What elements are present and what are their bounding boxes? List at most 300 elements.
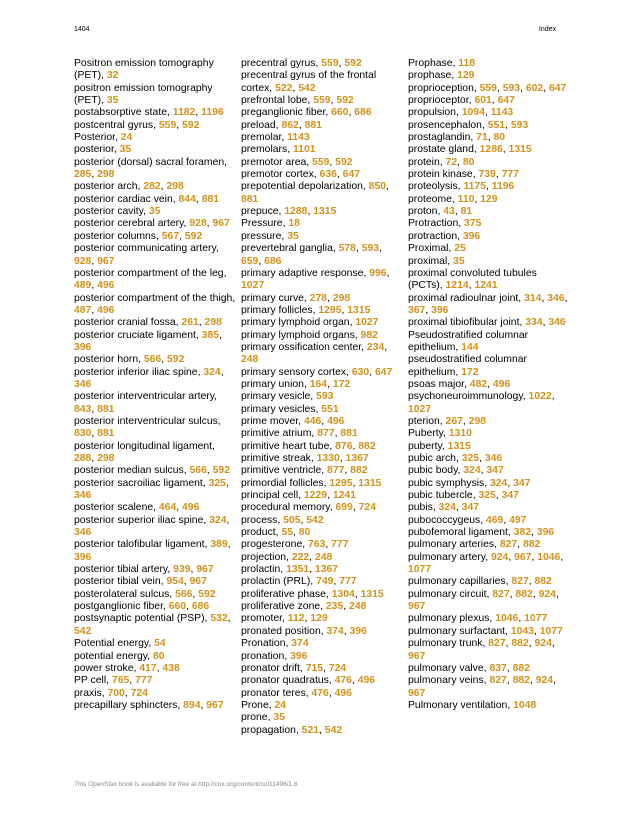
page-link[interactable]: 334 bbox=[525, 317, 543, 329]
page-link[interactable]: 375 bbox=[464, 218, 482, 230]
page-link[interactable]: 967 bbox=[212, 218, 230, 230]
page-link[interactable]: 967 bbox=[189, 576, 207, 588]
page-link[interactable]: 496 bbox=[97, 280, 115, 292]
page-link[interactable]: 235 bbox=[325, 601, 344, 613]
page-link[interactable]: 496 bbox=[327, 415, 345, 427]
page-link[interactable]: 285 bbox=[74, 169, 92, 181]
page-separator: , bbox=[327, 490, 333, 502]
page-link[interactable]: 924 bbox=[490, 551, 509, 563]
page-link[interactable]: 939 bbox=[173, 564, 191, 576]
page-link[interactable]: 636 bbox=[319, 169, 337, 181]
page-link[interactable]: 660 bbox=[168, 601, 187, 613]
page-link[interactable]: 532 bbox=[210, 613, 228, 625]
page-link[interactable]: 1043 bbox=[510, 625, 534, 637]
page-link[interactable]: 80 bbox=[152, 650, 165, 662]
page-link[interactable]: 882 bbox=[534, 576, 552, 588]
page-link[interactable]: 35 bbox=[148, 206, 161, 218]
page-link[interactable]: 559 bbox=[158, 119, 177, 131]
page-link[interactable]: 346 bbox=[484, 453, 503, 464]
page-link[interactable]: 522 bbox=[275, 82, 293, 94]
page-link[interactable]: 1241 bbox=[332, 490, 356, 502]
page-link[interactable]: 382 bbox=[513, 527, 532, 539]
page-separator: , bbox=[541, 292, 548, 304]
page-link[interactable]: 567 bbox=[161, 230, 180, 242]
page-link[interactable]: 967 bbox=[97, 255, 115, 267]
page-link[interactable]: 367 bbox=[408, 304, 426, 316]
page-link[interactable]: 542 bbox=[324, 724, 343, 736]
index-entry bbox=[408, 626, 570, 638]
page-link[interactable]: 172 bbox=[332, 378, 351, 390]
page-link[interactable]: 881 bbox=[97, 428, 115, 440]
page-link[interactable]: 602 bbox=[525, 82, 544, 94]
index-entry bbox=[74, 107, 236, 119]
page-link[interactable]: 630 bbox=[351, 366, 370, 378]
page-link[interactable]: 882 bbox=[350, 465, 368, 477]
page-link[interactable]: 862 bbox=[281, 119, 299, 131]
page-link[interactable]: 827 bbox=[499, 539, 518, 551]
index-entry bbox=[74, 539, 236, 564]
page-link[interactable]: 55 bbox=[281, 527, 293, 539]
page-link[interactable]: 298 bbox=[332, 292, 351, 304]
page-link[interactable]: 1351 bbox=[286, 564, 310, 576]
page-link[interactable]: 592 bbox=[335, 156, 353, 168]
page-link[interactable]: 967 bbox=[196, 564, 214, 576]
page-link[interactable]: 496 bbox=[334, 687, 352, 699]
page-link[interactable]: 686 bbox=[354, 107, 372, 119]
page-link[interactable]: 396 bbox=[431, 304, 449, 316]
page-link[interactable]: 396 bbox=[74, 551, 92, 563]
page-link[interactable]: 71 bbox=[476, 132, 488, 144]
page-link[interactable]: 1046 bbox=[537, 551, 561, 563]
page-link[interactable]: 1295 bbox=[318, 304, 342, 316]
page-link[interactable]: 24 bbox=[274, 699, 287, 711]
page-link[interactable]: 1196 bbox=[491, 181, 515, 193]
page-link[interactable]: 844 bbox=[178, 193, 196, 205]
page-link[interactable]: 324 bbox=[209, 514, 227, 526]
page-link[interactable]: 505 bbox=[283, 514, 301, 526]
index-entry bbox=[408, 465, 570, 477]
page-link[interactable]: 1288 bbox=[284, 206, 308, 218]
page-link[interactable]: 347 bbox=[486, 465, 504, 477]
page-link[interactable]: 446 bbox=[303, 415, 322, 427]
page-link[interactable]: 1027 bbox=[241, 280, 265, 292]
page-separator: , bbox=[528, 576, 535, 588]
page-link[interactable]: 954 bbox=[166, 576, 184, 588]
page-link[interactable]: 324 bbox=[463, 465, 481, 477]
page-link[interactable]: 739 bbox=[478, 169, 496, 181]
page-link[interactable]: 1310 bbox=[448, 428, 472, 440]
index-entry bbox=[74, 231, 236, 243]
page-link[interactable]: 777 bbox=[331, 539, 349, 551]
page-link[interactable]: 72 bbox=[445, 156, 458, 168]
page-link[interactable]: 592 bbox=[167, 354, 185, 366]
page-link[interactable]: 396 bbox=[462, 230, 481, 242]
page-link[interactable]: 882 bbox=[511, 638, 529, 650]
index-entry bbox=[74, 144, 236, 156]
index-term: proliferative phase, bbox=[241, 588, 332, 600]
page-link[interactable]: 298 bbox=[166, 181, 184, 193]
page-link[interactable]: 777 bbox=[135, 675, 153, 687]
page-link[interactable]: 777 bbox=[339, 576, 357, 588]
page-link[interactable]: 566 bbox=[175, 588, 193, 600]
page-link[interactable]: 347 bbox=[461, 502, 480, 514]
page-link[interactable]: 724 bbox=[358, 502, 376, 514]
index-entry bbox=[408, 218, 570, 230]
page-link[interactable]: 298 bbox=[97, 453, 115, 464]
index-entry bbox=[408, 181, 570, 193]
page-link[interactable]: 81 bbox=[460, 206, 473, 218]
page-link[interactable]: 325 bbox=[461, 453, 480, 464]
page-link[interactable]: 1295 bbox=[329, 477, 353, 489]
index-term: preload, bbox=[241, 119, 282, 131]
page-link[interactable]: 592 bbox=[182, 119, 200, 131]
page-link[interactable]: 110 bbox=[457, 193, 475, 205]
page-link[interactable]: 1101 bbox=[292, 144, 316, 156]
page-link[interactable]: 882 bbox=[512, 675, 530, 687]
page-link[interactable]: 1315 bbox=[508, 144, 532, 156]
page-link[interactable]: 35 bbox=[273, 712, 285, 724]
page-link[interactable]: 129 bbox=[480, 193, 498, 205]
index-entry bbox=[408, 502, 570, 514]
page-link[interactable]: 129 bbox=[457, 70, 475, 82]
page-link[interactable]: 346 bbox=[74, 527, 92, 539]
page-link[interactable]: 592 bbox=[336, 95, 354, 107]
page-link[interactable]: 967 bbox=[408, 601, 426, 613]
page-link[interactable]: 1367 bbox=[345, 453, 369, 464]
page-link[interactable]: 559 bbox=[313, 95, 331, 107]
index-entry bbox=[408, 663, 570, 675]
page-link[interactable]: 1330 bbox=[316, 453, 340, 464]
page-link[interactable]: 881 bbox=[241, 193, 259, 205]
page-link[interactable]: 924 bbox=[535, 675, 554, 687]
page-link[interactable]: 715 bbox=[305, 662, 324, 674]
page-link[interactable]: 1077 bbox=[539, 625, 563, 637]
page-link[interactable]: 298 bbox=[468, 415, 487, 427]
page-link[interactable]: 438 bbox=[162, 662, 180, 674]
page-link[interactable]: 325 bbox=[478, 490, 496, 502]
page-link[interactable]: 324 bbox=[438, 502, 456, 514]
page-link[interactable]: 346 bbox=[548, 317, 566, 329]
page-link[interactable]: 248 bbox=[314, 551, 333, 563]
page-separator: , bbox=[555, 588, 559, 600]
page-link[interactable]: 837 bbox=[489, 662, 507, 674]
page-link[interactable]: 881 bbox=[201, 193, 219, 205]
page-link[interactable]: 686 bbox=[264, 255, 282, 267]
page-link[interactable]: 261 bbox=[181, 317, 199, 329]
page-link[interactable]: 700 bbox=[107, 687, 125, 699]
page-separator: , bbox=[309, 551, 315, 563]
page-link[interactable]: 593 bbox=[316, 391, 334, 403]
page-link[interactable]: 496 bbox=[492, 378, 511, 390]
index-entry bbox=[408, 231, 570, 243]
page-link[interactable]: 298 bbox=[97, 169, 115, 181]
page-link[interactable]: 1315 bbox=[313, 206, 337, 218]
page-link[interactable]: 1143 bbox=[287, 132, 310, 144]
page-link[interactable]: 843 bbox=[74, 403, 92, 415]
page-link[interactable]: 882 bbox=[512, 662, 530, 674]
page-link[interactable]: 967 bbox=[408, 687, 426, 699]
page-link[interactable]: 1367 bbox=[314, 564, 339, 576]
page-link[interactable]: 164 bbox=[309, 378, 328, 390]
page-link[interactable]: 542 bbox=[298, 82, 316, 94]
page-link[interactable]: 374 bbox=[291, 638, 309, 650]
page-link[interactable]: 222 bbox=[291, 551, 310, 563]
page-link[interactable]: 385 bbox=[201, 329, 219, 341]
index-entry bbox=[241, 663, 403, 675]
page-link[interactable]: 967 bbox=[206, 699, 224, 711]
page-link[interactable]: 374 bbox=[326, 625, 344, 637]
page-link[interactable]: 559 bbox=[321, 58, 339, 69]
page-link[interactable]: 521 bbox=[301, 724, 320, 736]
page-link[interactable]: 347 bbox=[501, 490, 519, 502]
page-link[interactable]: 248 bbox=[349, 601, 367, 613]
page-link[interactable]: 1175 bbox=[463, 181, 486, 193]
page-link[interactable]: 324 bbox=[490, 477, 508, 489]
page-link[interactable]: 894 bbox=[183, 699, 201, 711]
page-link[interactable]: 18 bbox=[288, 218, 300, 230]
page-link[interactable]: 482 bbox=[469, 378, 488, 390]
page-link[interactable]: 559 bbox=[312, 156, 330, 168]
index-entry bbox=[74, 638, 236, 650]
index-term: posterior scalene, bbox=[74, 502, 159, 514]
page-link[interactable]: 324 bbox=[203, 366, 221, 378]
page-link[interactable]: 924 bbox=[538, 588, 556, 600]
page-link[interactable]: 1027 bbox=[355, 317, 379, 329]
page-link[interactable]: 578 bbox=[338, 243, 356, 255]
page-link[interactable]: 346 bbox=[74, 378, 92, 390]
page-link[interactable]: 118 bbox=[458, 58, 476, 69]
page-link[interactable]: 464 bbox=[158, 502, 177, 514]
page-link[interactable]: 1315 bbox=[447, 440, 471, 452]
page-link[interactable]: 647 bbox=[375, 366, 393, 378]
page-link[interactable]: 881 bbox=[97, 403, 115, 415]
page-link[interactable]: 542 bbox=[74, 625, 92, 637]
page-link[interactable]: 996 bbox=[369, 267, 387, 279]
page-link[interactable]: 35 bbox=[119, 144, 132, 156]
page-link[interactable]: 346 bbox=[74, 490, 92, 502]
index-term: prefrontal lobe, bbox=[241, 95, 314, 107]
index-term: posterior longitudinal ligament, bbox=[74, 440, 215, 452]
page-link[interactable]: 765 bbox=[111, 675, 130, 687]
index-entry bbox=[74, 416, 236, 441]
page-link[interactable]: 396 bbox=[536, 527, 555, 539]
page-link[interactable]: 80 bbox=[462, 156, 475, 168]
index-term: posterior compartment of the thigh, bbox=[74, 292, 236, 304]
page-link[interactable]: 882 bbox=[515, 588, 533, 600]
index-term: pronator drift, bbox=[241, 662, 306, 674]
page-link[interactable]: 144 bbox=[461, 341, 479, 353]
page-link[interactable]: 592 bbox=[344, 58, 362, 69]
page-link[interactable]: 542 bbox=[306, 514, 324, 526]
page-link[interactable]: 830 bbox=[74, 428, 92, 440]
page-link[interactable]: 877 bbox=[327, 465, 345, 477]
page-link[interactable]: 80 bbox=[493, 132, 506, 144]
page-link[interactable]: 647 bbox=[342, 169, 361, 181]
page-separator: , bbox=[479, 453, 485, 464]
page-link[interactable]: 25 bbox=[454, 243, 466, 255]
page-link[interactable]: 647 bbox=[549, 82, 567, 94]
page-link[interactable]: 982 bbox=[360, 329, 378, 341]
page-link[interactable]: 659 bbox=[241, 255, 259, 267]
page-link[interactable]: 1214 bbox=[445, 280, 469, 292]
page-link[interactable]: 967 bbox=[514, 551, 532, 563]
page-link[interactable]: 112 bbox=[287, 613, 305, 625]
page-link[interactable]: 1143 bbox=[490, 107, 514, 119]
page-link[interactable]: 234 bbox=[366, 341, 385, 353]
index-term: principal cell, bbox=[241, 490, 304, 502]
index-entry bbox=[241, 268, 403, 293]
page-link[interactable]: 172 bbox=[461, 366, 479, 378]
page-link[interactable]: 749 bbox=[316, 576, 334, 588]
page-link[interactable]: 347 bbox=[513, 477, 531, 489]
page-link[interactable]: 24 bbox=[120, 132, 133, 144]
page-link[interactable]: 566 bbox=[143, 354, 162, 366]
page-link[interactable]: 396 bbox=[349, 625, 367, 637]
page-link[interactable]: 35 bbox=[287, 230, 299, 242]
page-link[interactable]: 592 bbox=[198, 588, 216, 600]
page-separator: , bbox=[227, 613, 231, 625]
page-link[interactable]: 592 bbox=[184, 230, 203, 242]
page-link[interactable]: 267 bbox=[445, 415, 463, 427]
page-link[interactable]: 660 bbox=[331, 107, 349, 119]
index-term: posterior superior iliac spine, bbox=[74, 514, 210, 526]
page-link[interactable]: 389 bbox=[210, 539, 228, 551]
page-link[interactable]: 476 bbox=[311, 687, 329, 699]
page-separator: , bbox=[319, 724, 325, 736]
page-link[interactable]: 417 bbox=[139, 662, 157, 674]
page-link[interactable]: 497 bbox=[509, 514, 527, 526]
page-link[interactable]: 314 bbox=[524, 292, 542, 304]
page-separator: , bbox=[179, 230, 185, 242]
page-link[interactable]: 80 bbox=[298, 527, 311, 539]
page-link[interactable]: 827 bbox=[489, 675, 507, 687]
page-link[interactable]: 593 bbox=[361, 243, 380, 255]
page-link[interactable]: 32 bbox=[106, 70, 119, 82]
page-link[interactable]: 1077 bbox=[524, 613, 548, 625]
page-link[interactable]: 699 bbox=[335, 502, 353, 514]
page-link[interactable]: 551 bbox=[321, 403, 339, 415]
index-term: Pressure, bbox=[241, 218, 289, 230]
page-separator: , bbox=[355, 243, 362, 255]
page-separator: , bbox=[339, 453, 346, 464]
page-link[interactable]: 850 bbox=[368, 181, 387, 193]
page-link[interactable]: 1027 bbox=[408, 403, 432, 415]
index-term: posterior interventricular artery, bbox=[74, 391, 218, 403]
page-separator: , bbox=[551, 391, 555, 403]
page-link[interactable]: 1048 bbox=[513, 699, 537, 711]
page-link[interactable]: 1196 bbox=[201, 107, 224, 119]
page-link[interactable]: 346 bbox=[547, 292, 565, 304]
page-link[interactable]: 924 bbox=[534, 638, 552, 650]
page-link[interactable]: 882 bbox=[358, 440, 376, 452]
page-link[interactable]: 489 bbox=[74, 280, 92, 292]
page-link[interactable]: 35 bbox=[453, 255, 465, 267]
page-link[interactable]: 967 bbox=[408, 650, 426, 662]
page-separator: , bbox=[327, 292, 333, 304]
page-link[interactable]: 601 bbox=[474, 95, 492, 107]
page-link[interactable]: 278 bbox=[309, 292, 328, 304]
page-link[interactable]: 396 bbox=[74, 341, 92, 353]
page-link[interactable]: 827 bbox=[511, 576, 529, 588]
index-term: pubococcygeus, bbox=[408, 514, 486, 526]
page-link[interactable]: 763 bbox=[308, 539, 326, 551]
index-entry bbox=[74, 330, 236, 355]
page-link[interactable]: 496 bbox=[97, 304, 115, 316]
page-link[interactable]: 566 bbox=[189, 465, 207, 477]
index-term: pronator teres, bbox=[241, 687, 312, 699]
page-link[interactable]: 1094 bbox=[461, 107, 485, 119]
page-link[interactable]: 1182 bbox=[172, 107, 196, 119]
index-entry bbox=[241, 293, 403, 305]
page-link[interactable]: 1304 bbox=[331, 588, 355, 600]
page-link[interactable]: 248 bbox=[241, 354, 259, 366]
page-link[interactable]: 487 bbox=[74, 304, 92, 316]
page-link[interactable]: 882 bbox=[522, 539, 541, 551]
index-term: pulmonary artery, bbox=[408, 551, 491, 563]
index-term: posterior horn, bbox=[74, 354, 144, 366]
page-link[interactable]: 469 bbox=[485, 514, 504, 526]
page-separator: , bbox=[351, 675, 358, 687]
page-link[interactable]: 827 bbox=[488, 638, 506, 650]
page-link[interactable]: 928 bbox=[189, 218, 207, 230]
page-link[interactable]: 686 bbox=[191, 601, 210, 613]
page-link[interactable]: 559 bbox=[479, 82, 497, 94]
page-link[interactable]: 777 bbox=[501, 169, 519, 181]
page-link[interactable]: 593 bbox=[502, 82, 521, 94]
page-link[interactable]: 298 bbox=[204, 317, 222, 329]
page-link[interactable]: 881 bbox=[304, 119, 322, 131]
page-link[interactable]: 1315 bbox=[347, 304, 371, 316]
page-link[interactable]: 35 bbox=[106, 95, 119, 107]
page-link[interactable]: 396 bbox=[290, 650, 308, 662]
page-link[interactable]: 1315 bbox=[360, 588, 384, 600]
page-link[interactable]: 881 bbox=[340, 428, 358, 440]
page-link[interactable]: 592 bbox=[212, 465, 230, 477]
index-term: pseudostratified columnar epithelium, bbox=[408, 354, 527, 378]
page-link[interactable]: 593 bbox=[510, 119, 529, 131]
page-link[interactable]: 1315 bbox=[358, 477, 382, 489]
page-link[interactable]: 724 bbox=[328, 662, 347, 674]
page-link[interactable]: 325 bbox=[208, 477, 226, 489]
page-separator: , bbox=[161, 354, 168, 366]
page-link[interactable]: 551 bbox=[487, 119, 506, 131]
page-link[interactable]: 496 bbox=[357, 675, 376, 687]
page-link[interactable]: 1229 bbox=[303, 490, 328, 502]
index-entry bbox=[241, 342, 403, 367]
page-link[interactable]: 876 bbox=[335, 440, 353, 452]
page-link[interactable]: 282 bbox=[143, 181, 161, 193]
page-link[interactable]: 647 bbox=[497, 95, 515, 107]
page-link[interactable]: 928 bbox=[74, 255, 92, 267]
page-link[interactable]: 43 bbox=[443, 206, 455, 218]
page-link[interactable]: 1077 bbox=[408, 564, 432, 576]
page-link[interactable]: 476 bbox=[334, 675, 352, 687]
page-link[interactable]: 1286 bbox=[479, 144, 503, 156]
page-link[interactable]: 1046 bbox=[495, 613, 519, 625]
page-link[interactable]: 288 bbox=[74, 453, 92, 464]
page-link[interactable]: 877 bbox=[317, 428, 335, 440]
page-link[interactable]: 1022 bbox=[528, 391, 552, 403]
page-link[interactable]: 1241 bbox=[474, 280, 498, 292]
page-link[interactable]: 129 bbox=[310, 613, 328, 625]
page-separator: , bbox=[293, 527, 299, 539]
page-link[interactable]: 54 bbox=[154, 638, 166, 650]
index-entry bbox=[241, 95, 403, 107]
page-link[interactable]: 827 bbox=[492, 588, 510, 600]
page-link[interactable]: 724 bbox=[130, 687, 148, 699]
page-link[interactable]: 496 bbox=[182, 502, 200, 514]
index-term: primitive ventricle, bbox=[241, 465, 328, 477]
